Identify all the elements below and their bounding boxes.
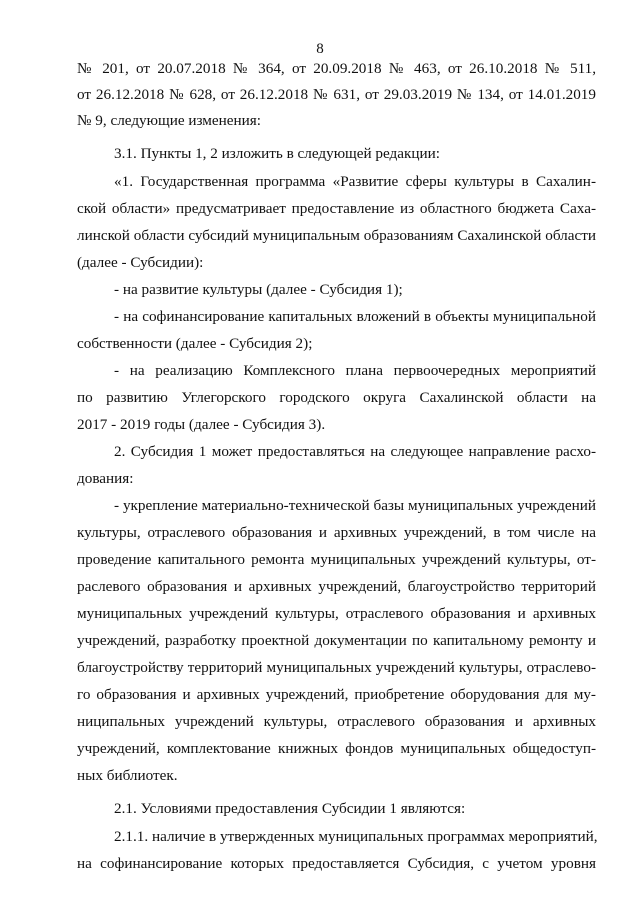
text-line: учреждений, разработку проектной документации по капитальному ремонту и [77,632,596,649]
text-line: - укрепление материально-технической базы муниципальных учреждений [114,497,596,514]
text-line: № 9, следующие изменения: [77,112,261,129]
text-line: 2. Субсидия 1 может предоставляться на следующее направление расхо- [114,443,596,460]
text-line: 3.1. Пункты 1, 2 изложить в следующей редакции: [114,145,441,162]
text-line: учреждений, комплектование книжных фондов муниципальных общедоступ- [77,740,596,757]
text-line: «1. Государственная программа «Развитие сферы культуры в Сахалин- [114,173,596,190]
page-number: 8 [316,41,324,57]
text-line: от 26.12.2018 № 628, от 26.12.2018 № 631, от 29.03.2019 № 134, от 14.01.2019 [77,86,596,103]
text-line: (далее - Субсидии): [77,254,204,271]
text-line: ниципальных учреждений культуры, отраслевого образования и архивных [77,713,596,730]
text-line: собственности (далее - Субсидия 2); [77,335,313,352]
text-line: по развитию Углегорского городского округа Сахалинской области на [77,389,596,406]
text-line: линской области субсидий муниципальным образованиям Сахалинской области [77,227,596,244]
text-line: 2017 - 2019 годы (далее - Субсидия 3). [77,416,326,433]
text-line: ных библиотек. [77,767,178,784]
text-line: на софинансирование которых предоставляется Субсидия, с учетом уровня [77,855,596,872]
text-line: благоустройству территорий муниципальных учреждений культуры, отраслево- [77,659,596,676]
text-line: го образования и архивных учреждений, приобретение оборудования для му- [77,686,596,703]
text-line: - на развитие культуры (далее - Субсидия 1); [114,281,403,298]
text-line: 2.1.1. наличие в утвержденных муниципальных программах мероприятий, [114,828,598,845]
text-line: 2.1. Условиями предоставления Субсидии 1 являются: [114,800,466,817]
text-line: муниципальных учреждений культуры, отраслевого образования и архивных [77,605,596,622]
text-line: № 201, от 20.07.2018 № 364, от 20.09.2018 № 463, от 26.10.2018 № 511, [77,60,596,77]
text-line: культуры, отраслевого образования и архивных учреждений, в том числе на [77,524,596,541]
text-line: дования: [77,470,134,487]
text-line: - на софинансирование капитальных вложений в объекты муниципальной [114,308,596,325]
text-line: проведение капитального ремонта муниципальных учреждений культуры, от- [77,551,596,568]
text-line: - на реализацию Комплексного плана первоочередных мероприятий [114,362,596,379]
text-line: раслевого образования и архивных учреждений, благоустройство территорий [77,578,596,595]
text-line: ской области» предусматривает предоставление из областного бюджета Саха- [77,200,596,217]
